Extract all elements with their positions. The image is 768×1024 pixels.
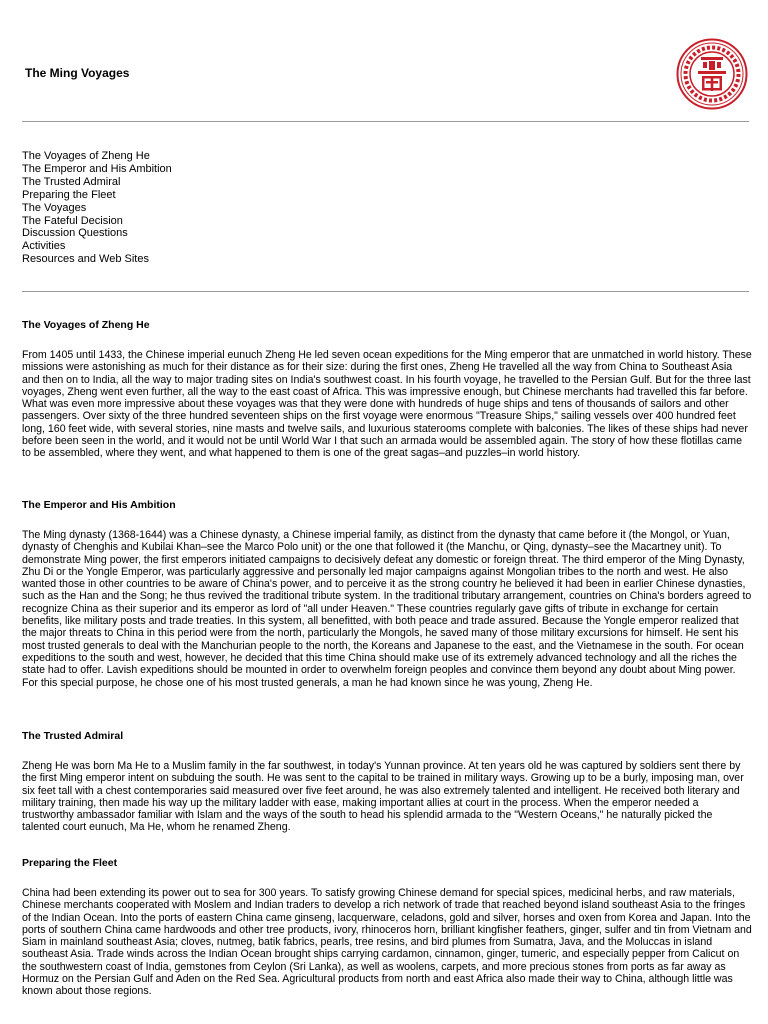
chinese-seal-logo-icon — [676, 38, 748, 110]
toc-link-fateful-decision[interactable]: The Fateful Decision — [22, 214, 123, 227]
section-paragraph-admiral: Zheng He was born Ma He to a Muslim family in the far southwest, in today's Yunnan province. At ten years old he was captured by soldiers sent there by the first Ming emperor intent on subduing the south. He was sent to the capital to be trained in military ways. Growing up to be a burly, imposing man, over six feet tall with a chest contemporaries said measured over five feet around, he was also extremely talented and intelligent. He received both literary and military training, then made his way up the military ladder with ease, making important allies at court in the process. When the emperor needed a trustworthy ambassador familiar with Islam and the ways of the south to head his splendid armada to the "Western Oceans," he naturally picked the talented court eunuch, Ma He, whom he renamed Zheng. — [22, 760, 744, 834]
toc-link-discussion-questions[interactable]: Discussion Questions — [22, 227, 128, 240]
section-paragraph-emperor: The Ming dynasty (1368-1644) was a Chinese dynasty, a Chinese imperial family, as distinct from the dynasty that came before it (the Mongol, or Yuan, dynasty of Chenghis and Kubilai Khan–see the Marco Polo unit) or the one that followed it (the Manchu, or Qing, dynasty–see the Macartney unit). To demonstrate Ming power, the first emperors initiated campaigns to decisively defeat any domestic or foreign threat. The third emperor of the Ming Dynasty, Zhu Di or the Yongle Emperor, was particularly aggressive and personally led major campaigns against Mongolian tribes to the north and west. He also wanted those in other countries to be aware of China's power, and to perceive it as the strong country he believed it had been in earlier Chinese dynasties, such as the Han and the Song; he thus revived the traditional tribute system. In the traditional tributary arrangement, countries on China's borders agreed to recognize China as their superior and its emperor as lord of "all under Heaven." These countries regularly gave gifts of tribute in exchange for certain benefits, like military posts and trade treaties. In this system, all benefitted, with both peace and trade assured. Because the Yongle emperor realized that the major threats to China in this period were from the north, particularly the Mongols, he saved many of those military excursions for himself. He sent his most trusted generals to deal with the Manchurian people to the north, the Koreans and Japanese to the east, and the Vietnamese in the south. For ocean expeditions to the south and west, however, he decided that this time China should make use of its extremely advanced technology and all the riches the state had to offer. Lavish expeditions should be mounted in order to overwhelm foreign peoples and convince them beyond any doubt about Ming power. For this special purpose, he chose one of his most trusted generals, a man he had known since he was young, Zheng He. — [22, 529, 752, 689]
section-paragraph-voyages: From 1405 until 1433, the Chinese imperial eunuch Zheng He led seven ocean expeditions for the Ming emperor that are unmatched in world history. These missions were astonishing as much for their distance as for their size: during the first ones, Zheng He travelled all the way from China to Southeast Asia and then on to India, all the way to major trading sites on India's southwest coast. In his fourth voyage, he travelled to the Persian Gulf. But for the three last voyages, Zheng went even further, all the way to the east coast of Africa. This was impressive enough, but Chinese merchants had travelled this far before. What was even more impressive about these voyages was that they were done with hundreds of huge ships and tens of thousands of sailors and other passengers. Over sixty of the three hundred seventeen ships on the first voyage were enormous "Treasure Ships," sailing vessels over 400 hundred feet long, 160 feet wide, with several stories, nine masts and twelve sails, and luxurious staterooms complete with balconies. The likes of these ships had never before been seen in the world, and it would not be until World War I that such an armada would be assembled again. The story of how these flotillas came to be assembled, where they went, and what happened to them is one of the great sagas–and puzzles–in world history. — [22, 349, 752, 460]
toc-item[interactable] — [22, 163, 172, 176]
toc-link-voyages[interactable]: The Voyages — [22, 201, 87, 214]
toc-link-emperor-ambition[interactable]: The Emperor and His Ambition — [22, 162, 172, 175]
toc-link-trusted-admiral[interactable]: The Trusted Admiral — [22, 175, 121, 188]
section-heading-voyages: The Voyages of Zheng He — [22, 319, 150, 331]
toc-link-voyages-of-zheng-he[interactable]: The Voyages of Zheng He — [22, 150, 150, 162]
toc-item[interactable] — [22, 176, 172, 189]
toc-item[interactable] — [22, 253, 172, 266]
section-heading-fleet: Preparing the Fleet — [22, 857, 118, 869]
toc-link-activities[interactable]: Activities — [22, 240, 66, 253]
header-divider — [22, 121, 749, 122]
toc-link-resources[interactable]: Resources and Web Sites — [22, 253, 149, 266]
section-heading-admiral: The Trusted Admiral — [22, 730, 124, 742]
toc-item[interactable] — [22, 150, 172, 163]
section-heading-emperor: The Emperor and His Ambition — [22, 499, 176, 511]
table-of-contents — [22, 150, 172, 266]
toc-item[interactable] — [22, 215, 172, 228]
toc-item[interactable] — [22, 202, 172, 215]
toc-item[interactable] — [22, 227, 172, 240]
section-paragraph-fleet: China had been extending its power out to sea for 300 years. To satisfy growing Chinese demand for special spices, medicinal herbs, and raw materials, Chinese merchants cooperated with Moslem and Indian traders to develop a rich network of trade that reached beyond island southeast Asia to the fringes of the Indian Ocean. Into the ports of eastern China came ginseng, lacquerware, celadons, gold and silver, horses and oxen from Korea and Japan. Into the ports of southern China came hardwoods and other tree products, ivory, rhinoceros horn, brilliant kingfisher feathers, ginger, sulfer and tin from Vietnam and Siam in mainland southeast Asia; cloves, nutmeg, batik fabrics, pearls, tree resins, and bird plumes from Sumatra, Java, and the Moluccas in island southeast Asia. Trade winds across the Indian Ocean brought ships carrying cardamon, cinnamon, ginger, tumeric, and especially pepper from Calicut on the southwestern coast of India, gemstones from Ceylon (Sri Lanka), as well as woolens, carpets, and more precious stones from ports as far away as Hormuz on the Persian Gulf and Aden on the Red Sea. Agricultural products from north and east Africa also made their way to China, although little was known about those regions. — [22, 887, 752, 998]
toc-item[interactable] — [22, 189, 172, 202]
toc-link-preparing-fleet[interactable]: Preparing the Fleet — [22, 188, 116, 201]
toc-item[interactable] — [22, 240, 172, 253]
toc-divider — [22, 291, 749, 292]
page-title: The Ming Voyages — [25, 66, 130, 80]
